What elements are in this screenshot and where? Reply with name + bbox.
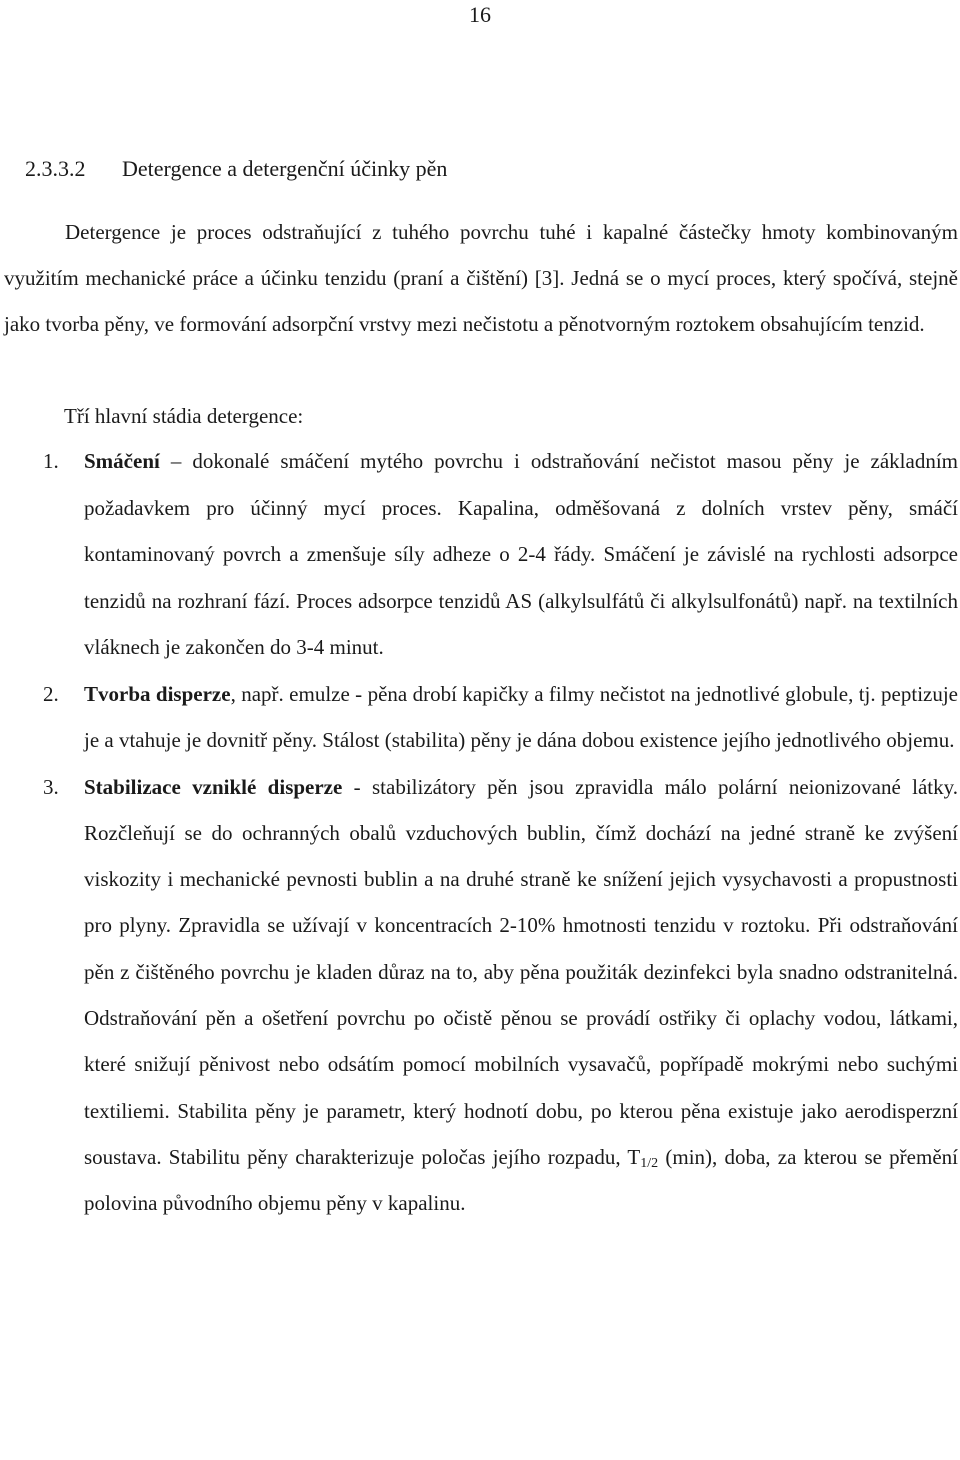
stages-subheading: Tří hlavní stádia detergence: [64,404,304,428]
list-marker: 3. [43,774,59,799]
list-marker: 1. [43,449,59,473]
section-title: Detergence a detergenční účinky pěn [122,156,448,181]
section-heading [25,156,447,182]
list-item-text: - stabilizátory pěn jsou zpravidla málo polární neionizované látky. Rozčleňují se do ochranných obalů vzduchových bublin, čímž dochází na jedné straně ke zvýšení viskozity i mechanické pevnosti bublin a na druhé straně ke snížení jejich vysychavosti a propustnosti pro plyny. Zpravidla se užívají v koncentracích 2-10% hmotnosti tenzidu v roztoku. Při odstraňování pěn z čištěného povrchu je kladen důraz na to, aby pěna použiták dezinfekci byla snadno odstranitelná. Odstraňování pěn a ošetření povrchu po očistě pěnou se provádí ostřiky či oplachy vodou, látkami, které snižují pěnivost nebo odsátím pomocí mobilních vysavačů, popřípadě mokrými nebo suchými textiliemi. Stabilita pěny je parametr, který hodnotí dobu, po kterou pěna existuje jako aerodisperzní soustava. Stabilitu pěny charakterizuje poločas jejího rozpadu, T [84,774,958,1169]
list-item-body [84,764,958,1227]
list-item-term: Smáčení [84,449,160,473]
stages-list [0,438,958,1226]
page-number: 16 [469,2,491,27]
list-item-term: Stabilizace vzniklé disperze [84,774,343,799]
list-item-body [84,438,958,671]
list-item-text: , např. emulze - pěna drobí kapičky a filmy nečistot na jednotlivé globule, tj. peptizuje je a vtahuje je dovnitř pěny. Stálost (stabilita) pěny je dána dobou existence jejího jednotlivého objemu. [84,681,959,752]
list-item-text: – dokonalé smáčení mytého povrchu i odstraňování nečistot masou pěny je základním požadavkem pro účinný mycí proces. Kapalina, odměšovaná z dolních vrstev pěny, smáčí kontaminovaný povrch a zmenšuje síly adheze o 2-4 řády. Smáčení je závislé na rychlosti adsorpce tenzidů na rozhraní fází. Proces adsorpce tenzidů AS (alkylsulfátů či alkylsulfonátů) např. na textilních vláknech je zakončen do 3-4 minut. [84,449,958,659]
list-marker: 2. [43,681,59,706]
list-item-text-after: (min), doba, za kterou se přemění polovina původního objemu pěny v kapalinu. [84,1144,958,1216]
list-item [0,671,958,764]
list-item [0,438,958,671]
list-item-term: Tvorba disperze [84,681,231,706]
section-number: 2.3.3.2 [25,156,86,181]
intro-paragraph [4,209,958,347]
list-item [0,764,958,1227]
subscript: 1/2 [640,1155,659,1171]
list-item-body [84,671,958,764]
intro-text: Detergence je proces odstraňující z tuhého povrchu tuhé i kapalné částečky hmoty kombinovaným využitím mechanické práce a účinku tenzidu (praní a čištění) [3]. Jedná se o mycí proces, který spočívá, stejně jako tvorba pěny, ve formování adsorpční vrstvy mezi nečistotu a pěnotvorným roztokem obsahujícím tenzid. [4,220,958,336]
